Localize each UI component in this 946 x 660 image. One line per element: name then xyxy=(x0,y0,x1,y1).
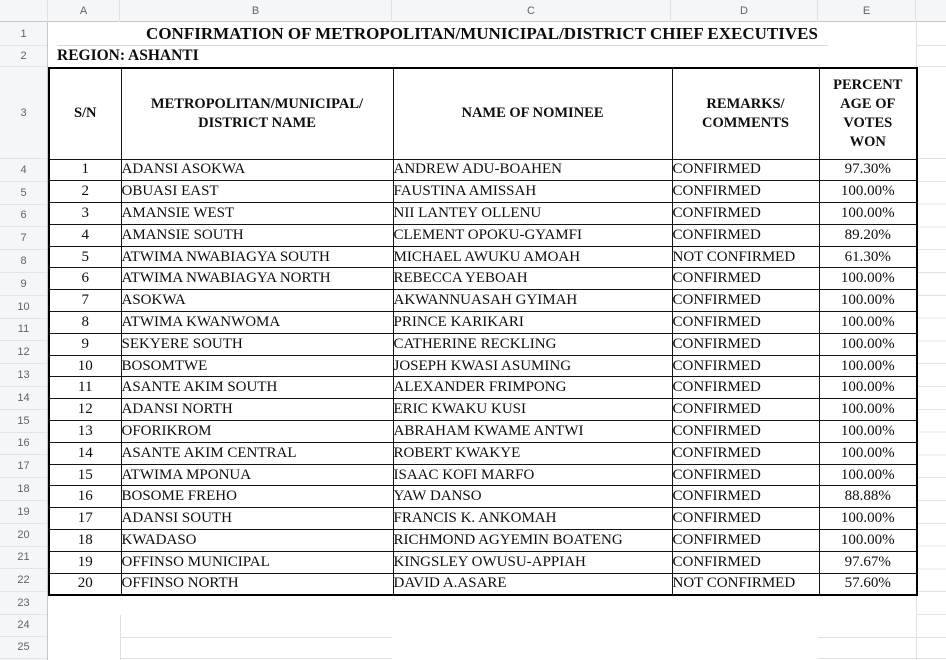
district-cell[interactable]: OFFINSO MUNICIPAL xyxy=(121,551,393,573)
header-remarks-line1: REMARKS/ xyxy=(706,95,785,112)
row-number[interactable]: 21 xyxy=(0,547,47,570)
table-row xyxy=(49,573,917,595)
column-header-bar xyxy=(0,0,946,22)
header-district[interactable] xyxy=(121,68,393,159)
district-cell[interactable]: OFORIKROM xyxy=(121,421,393,443)
sn-cell[interactable]: 6 xyxy=(49,268,121,290)
percent-cell[interactable]: 97.30% xyxy=(819,159,917,181)
table-header-row xyxy=(49,68,917,159)
sn-cell[interactable]: 12 xyxy=(49,399,121,421)
district-cell[interactable]: OBUASI EAST xyxy=(121,181,393,203)
table-row xyxy=(49,486,917,508)
column-header-e[interactable]: E xyxy=(818,0,916,22)
header-percentage-line2: AGE OF xyxy=(840,95,896,112)
percent-cell[interactable]: 100.00% xyxy=(819,421,917,443)
remarks-cell[interactable]: CONFIRMED xyxy=(672,508,819,530)
remarks-cell[interactable]: CONFIRMED xyxy=(672,224,819,246)
district-cell[interactable]: KWADASO xyxy=(121,530,393,552)
sn-cell[interactable]: 4 xyxy=(49,224,121,246)
remarks-cell[interactable]: CONFIRMED xyxy=(672,377,819,399)
remarks-cell[interactable]: CONFIRMED xyxy=(672,203,819,225)
row-number[interactable]: 15 xyxy=(0,410,47,433)
remarks-cell[interactable]: CONFIRMED xyxy=(672,312,819,334)
executives-table xyxy=(48,67,918,596)
remarks-cell[interactable]: CONFIRMED xyxy=(672,421,819,443)
row-number[interactable]: 19 xyxy=(0,501,47,524)
row-number[interactable]: 1 xyxy=(0,22,47,46)
percent-cell[interactable]: 100.00% xyxy=(819,508,917,530)
sn-cell[interactable]: 10 xyxy=(49,355,121,377)
district-cell[interactable]: BOSOME FREHO xyxy=(121,486,393,508)
percent-cell[interactable]: 100.00% xyxy=(819,312,917,334)
nominee-cell[interactable]: ROBERT KWAKYE xyxy=(393,442,672,464)
remarks-cell[interactable]: CONFIRMED xyxy=(672,551,819,573)
region-cell[interactable]: REGION: ASHANTI xyxy=(57,47,199,64)
row-number[interactable]: 11 xyxy=(0,319,47,342)
header-percentage-line4: WON xyxy=(849,133,886,150)
nominee-cell[interactable]: RICHMOND AGYEMIN BOATENG xyxy=(393,530,672,552)
row-number[interactable]: 22 xyxy=(0,569,47,592)
nominee-cell[interactable]: REBECCA YEBOAH xyxy=(393,268,672,290)
nominee-cell[interactable]: ISAAC KOFI MARFO xyxy=(393,464,672,486)
sn-cell[interactable]: 3 xyxy=(49,203,121,225)
nominee-cell[interactable]: ANDREW ADU-BOAHEN xyxy=(393,159,672,181)
header-percentage[interactable] xyxy=(819,68,917,159)
nominee-cell[interactable]: CLEMENT OPOKU-GYAMFI xyxy=(393,224,672,246)
table-row xyxy=(49,464,917,486)
nominee-cell[interactable]: KINGSLEY OWUSU-APPIAH xyxy=(393,551,672,573)
district-cell[interactable]: ADANSI ASOKWA xyxy=(121,159,393,181)
percent-cell[interactable]: 89.20% xyxy=(819,224,917,246)
sn-cell[interactable]: 1 xyxy=(49,159,121,181)
remarks-cell[interactable]: CONFIRMED xyxy=(672,290,819,312)
row-number[interactable]: 17 xyxy=(0,455,47,478)
sn-cell[interactable]: 8 xyxy=(49,312,121,334)
nominee-cell[interactable]: FRANCIS K. ANKOMAH xyxy=(393,508,672,530)
table-row xyxy=(49,224,917,246)
district-cell[interactable]: ATWIMA MPONUA xyxy=(121,464,393,486)
percent-cell[interactable]: 100.00% xyxy=(819,377,917,399)
remarks-cell[interactable]: CONFIRMED xyxy=(672,159,819,181)
row-number[interactable]: 6 xyxy=(0,205,47,228)
gridline xyxy=(916,45,946,46)
column-header-c[interactable]: C xyxy=(392,0,671,22)
percent-cell[interactable]: 100.00% xyxy=(819,203,917,225)
table-row xyxy=(49,421,917,443)
percent-cell[interactable]: 100.00% xyxy=(819,333,917,355)
district-cell[interactable]: AMANSIE SOUTH xyxy=(121,224,393,246)
remarks-cell[interactable]: CONFIRMED xyxy=(672,399,819,421)
percent-cell[interactable]: 97.67% xyxy=(819,551,917,573)
sn-cell[interactable]: 7 xyxy=(49,290,121,312)
table-row xyxy=(49,246,917,268)
column-header-b[interactable]: B xyxy=(120,0,392,22)
table-row xyxy=(49,312,917,334)
percent-cell[interactable]: 100.00% xyxy=(819,530,917,552)
sn-cell[interactable]: 2 xyxy=(49,181,121,203)
sn-cell[interactable]: 14 xyxy=(49,442,121,464)
header-nominee[interactable]: NAME OF NOMINEE xyxy=(393,68,672,159)
gridline xyxy=(818,658,946,659)
remarks-cell[interactable]: CONFIRMED xyxy=(672,530,819,552)
district-cell[interactable]: ATWIMA NWABIAGYA NORTH xyxy=(121,268,393,290)
remarks-cell[interactable]: CONFIRMED xyxy=(672,355,819,377)
nominee-cell[interactable]: MICHAEL AWUKU AMOAH xyxy=(393,246,672,268)
row-number[interactable]: 18 xyxy=(0,478,47,501)
select-all-corner[interactable] xyxy=(0,0,48,22)
table-row xyxy=(49,442,917,464)
district-cell[interactable]: ASOKWA xyxy=(121,290,393,312)
sn-cell[interactable]: 20 xyxy=(49,573,121,595)
sn-cell[interactable]: 11 xyxy=(49,377,121,399)
district-cell[interactable]: ASANTE AKIM CENTRAL xyxy=(121,442,393,464)
column-header-d[interactable]: D xyxy=(671,0,818,22)
district-cell[interactable]: BOSOMTWE xyxy=(121,355,393,377)
sn-cell[interactable]: 9 xyxy=(49,333,121,355)
percent-cell[interactable]: 61.30% xyxy=(819,246,917,268)
header-sn[interactable]: S/N xyxy=(49,68,121,159)
row-number[interactable]: 23 xyxy=(0,592,47,615)
row-number[interactable]: 16 xyxy=(0,433,47,456)
district-cell[interactable]: SEKYERE SOUTH xyxy=(121,333,393,355)
remarks-cell[interactable]: CONFIRMED xyxy=(672,442,819,464)
district-cell[interactable]: AMANSIE WEST xyxy=(121,203,393,225)
district-cell[interactable]: OFFINSO NORTH xyxy=(121,573,393,595)
percent-cell[interactable]: 100.00% xyxy=(819,290,917,312)
remarks-cell[interactable]: NOT CONFIRMED xyxy=(672,246,819,268)
row-number[interactable]: 2 xyxy=(0,46,47,67)
table-row xyxy=(49,551,917,573)
district-cell[interactable]: ADANSI NORTH xyxy=(121,399,393,421)
nominee-cell[interactable]: PRINCE KARIKARI xyxy=(393,312,672,334)
table-row xyxy=(49,181,917,203)
sn-cell[interactable]: 18 xyxy=(49,530,121,552)
column-header-f[interactable] xyxy=(916,0,946,22)
gridline xyxy=(120,637,392,638)
row-number[interactable]: 14 xyxy=(0,387,47,410)
percent-cell[interactable]: 100.00% xyxy=(819,442,917,464)
remarks-cell[interactable]: CONFIRMED xyxy=(672,486,819,508)
remarks-cell[interactable]: CONFIRMED xyxy=(672,268,819,290)
percent-cell[interactable]: 100.00% xyxy=(819,399,917,421)
table-row xyxy=(49,333,917,355)
table-row xyxy=(49,268,917,290)
table-row xyxy=(49,355,917,377)
nominee-cell[interactable]: DAVID A.ASARE xyxy=(393,573,672,595)
nominee-cell[interactable]: FAUSTINA AMISSAH xyxy=(393,181,672,203)
row-header-gutter xyxy=(0,22,48,660)
district-cell[interactable]: ATWIMA NWABIAGYA SOUTH xyxy=(121,246,393,268)
percent-cell[interactable]: 88.88% xyxy=(819,486,917,508)
nominee-cell[interactable]: ERIC KWAKU KUSI xyxy=(393,399,672,421)
sn-cell[interactable]: 15 xyxy=(49,464,121,486)
gridline xyxy=(916,159,946,616)
row-number[interactable]: 24 xyxy=(0,615,47,637)
percent-cell[interactable]: 100.00% xyxy=(819,355,917,377)
row-number[interactable]: 9 xyxy=(0,273,47,296)
table-row xyxy=(49,530,917,552)
header-district-line1: METROPOLITAN/MUNICIPAL/ xyxy=(150,95,364,112)
sn-cell[interactable]: 13 xyxy=(49,421,121,443)
row-number[interactable]: 10 xyxy=(0,296,47,319)
sn-cell[interactable]: 5 xyxy=(49,246,121,268)
remarks-cell[interactable]: NOT CONFIRMED xyxy=(672,573,819,595)
gridline xyxy=(120,658,392,659)
percent-cell[interactable]: 57.60% xyxy=(819,573,917,595)
row-number[interactable]: 20 xyxy=(0,524,47,547)
percent-cell[interactable]: 100.00% xyxy=(819,464,917,486)
row-number[interactable]: 5 xyxy=(0,182,47,205)
nominee-cell[interactable]: NII LANTEY OLLENU xyxy=(393,203,672,225)
percent-cell[interactable]: 100.00% xyxy=(819,181,917,203)
row-number[interactable]: 25 xyxy=(0,637,47,659)
header-district-line2: DISTRICT NAME xyxy=(198,114,316,131)
remarks-cell[interactable]: CONFIRMED xyxy=(672,464,819,486)
remarks-cell[interactable]: CONFIRMED xyxy=(672,181,819,203)
nominee-cell[interactable]: ALEXANDER FRIMPONG xyxy=(393,377,672,399)
nominee-cell[interactable]: JOSEPH KWASI ASUMING xyxy=(393,355,672,377)
sn-cell[interactable]: 17 xyxy=(49,508,121,530)
district-cell[interactable]: ATWIMA KWANWOMA xyxy=(121,312,393,334)
sn-cell[interactable]: 16 xyxy=(49,486,121,508)
row-number[interactable]: 8 xyxy=(0,250,47,273)
row-number[interactable]: 12 xyxy=(0,341,47,364)
table-row xyxy=(49,399,917,421)
percent-cell[interactable]: 100.00% xyxy=(819,268,917,290)
header-remarks[interactable] xyxy=(672,68,819,159)
header-percentage-line3: VOTES xyxy=(843,114,893,131)
gridline xyxy=(818,637,946,638)
row-number[interactable]: 7 xyxy=(0,227,47,250)
header-remarks-line2: COMMENTS xyxy=(702,114,789,131)
sn-cell[interactable]: 19 xyxy=(49,551,121,573)
row-number[interactable]: 4 xyxy=(0,159,47,182)
sheet-title-cell[interactable]: CONFIRMATION OF METROPOLITAN/MUNICIPAL/DISTRICT CHIEF EXECUTIVES xyxy=(146,24,818,43)
header-percentage-line1: PERCENT xyxy=(833,76,903,93)
remarks-cell[interactable]: CONFIRMED xyxy=(672,333,819,355)
nominee-cell[interactable]: ABRAHAM KWAME ANTWI xyxy=(393,421,672,443)
row-number[interactable]: 3 xyxy=(0,67,47,159)
district-cell[interactable]: ASANTE AKIM SOUTH xyxy=(121,377,393,399)
district-cell[interactable]: ADANSI SOUTH xyxy=(121,508,393,530)
table-row xyxy=(49,508,917,530)
nominee-cell[interactable]: CATHERINE RECKLING xyxy=(393,333,672,355)
table-row xyxy=(49,203,917,225)
table-row xyxy=(49,159,917,181)
table-row xyxy=(49,377,917,399)
nominee-cell[interactable]: AKWANNUASAH GYIMAH xyxy=(393,290,672,312)
table-row xyxy=(49,290,917,312)
column-header-a[interactable]: A xyxy=(48,0,120,22)
row-number[interactable]: 13 xyxy=(0,364,47,387)
gridline xyxy=(916,66,946,67)
nominee-cell[interactable]: YAW DANSO xyxy=(393,486,672,508)
